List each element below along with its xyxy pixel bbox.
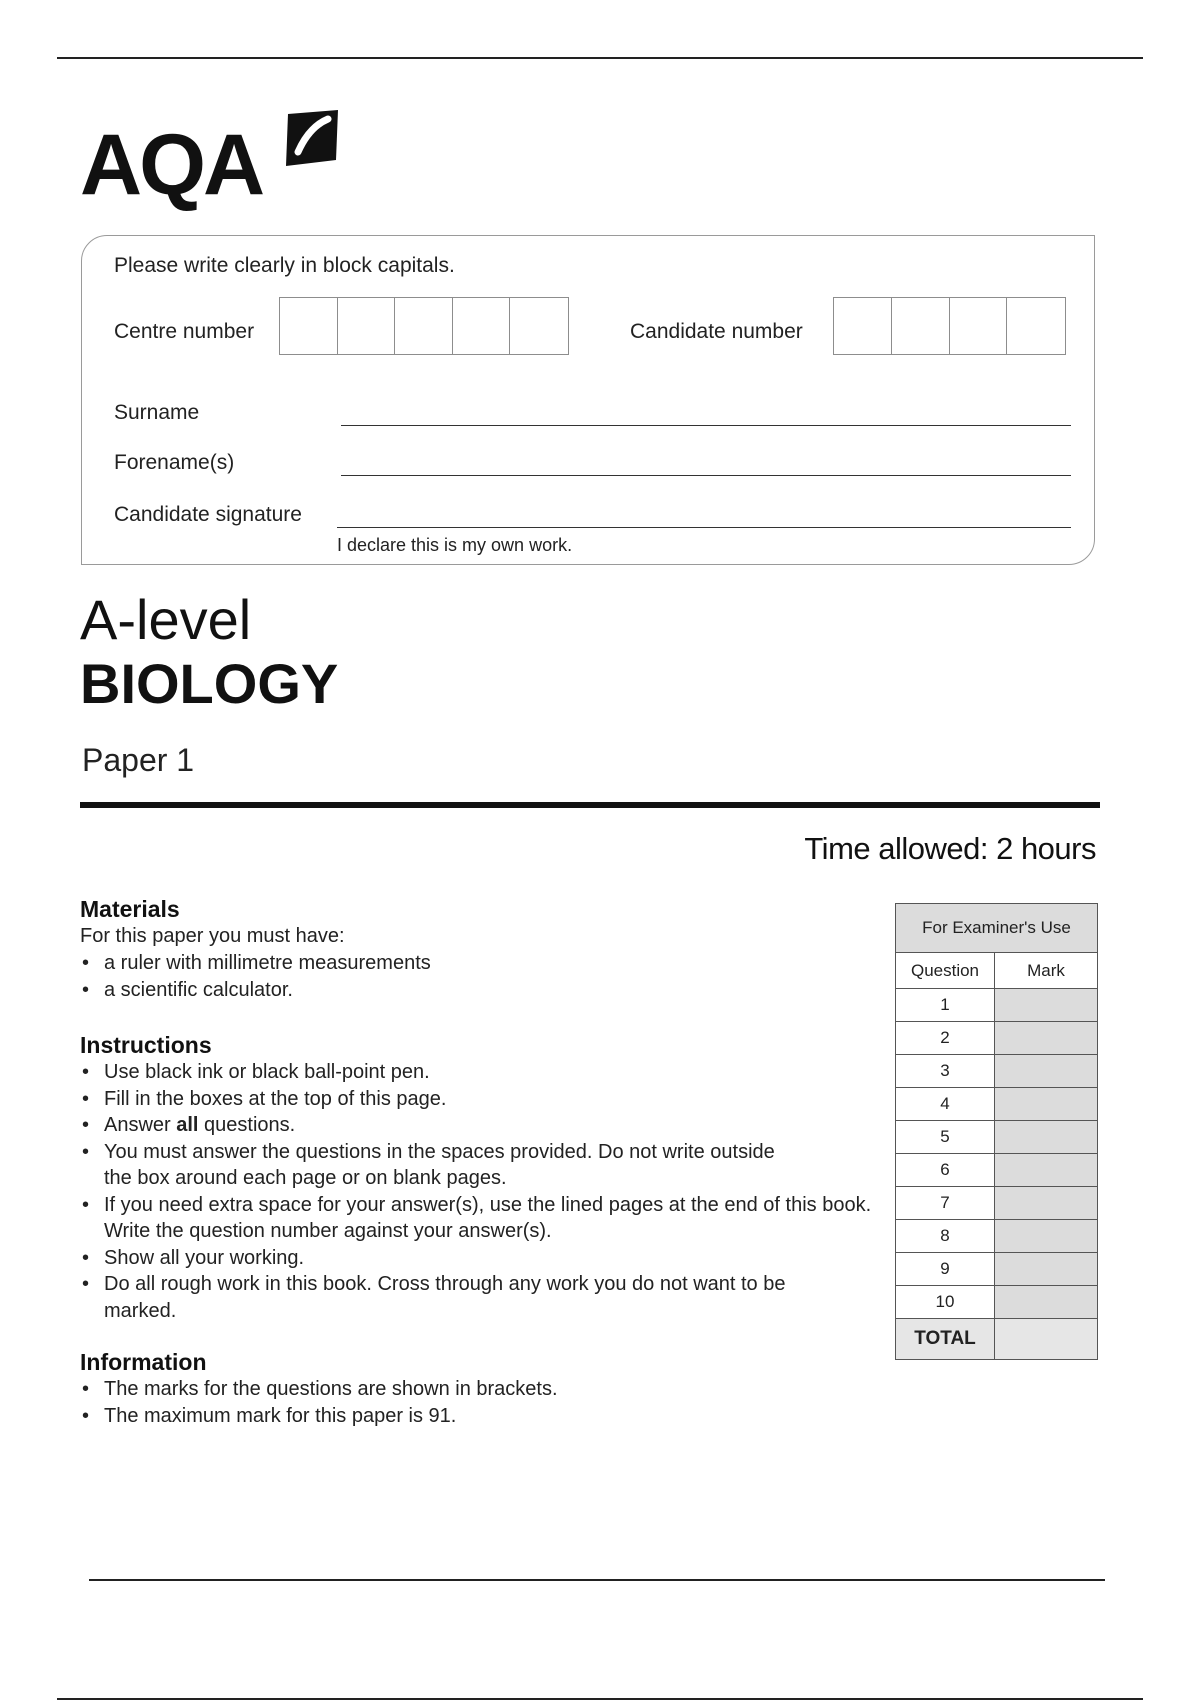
centre-digit-box[interactable] (395, 298, 453, 354)
question-number: 7 (896, 1187, 995, 1220)
mark-cell (995, 1088, 1098, 1121)
materials-item: • a scientific calculator. (80, 977, 840, 1004)
centre-number-label: Centre number (114, 320, 255, 343)
candidate-number-boxes[interactable] (833, 297, 1066, 355)
instruction-item: • Use black ink or black ball-point pen. (80, 1059, 850, 1086)
information-section (80, 1348, 840, 1429)
question-number: 5 (896, 1121, 995, 1154)
signature-line[interactable] (337, 527, 1071, 528)
centre-number-boxes[interactable] (279, 297, 569, 355)
instruction-item-answer-all (80, 1112, 850, 1139)
signature-label: Candidate signature (114, 503, 302, 526)
block-capitals-instruction: Please write clearly in block capitals. (114, 254, 455, 277)
answer-all-emphasis: all (176, 1114, 199, 1136)
mark-cell (995, 1253, 1098, 1286)
mark-column-header: Mark (995, 953, 1098, 989)
mark-cell (995, 1187, 1098, 1220)
instructions-heading: Instructions (80, 1032, 212, 1058)
declaration-text: I declare this is my own work. (337, 535, 573, 555)
aqa-logo (80, 108, 350, 213)
instruction-item: • Show all your working. (80, 1245, 850, 1272)
instructions-list (80, 1059, 872, 1324)
surname-label: Surname (114, 401, 200, 424)
question-number: 2 (896, 1022, 995, 1055)
centre-digit-box[interactable] (280, 298, 338, 354)
instruction-item: • You must answer the questions in the spaces provided. Do not write outside the box around each page or on blank pages. (80, 1139, 804, 1192)
centre-digit-box[interactable] (510, 298, 568, 354)
information-heading: Information (80, 1349, 207, 1375)
logo-mark-icon (282, 110, 342, 172)
question-number: 6 (896, 1154, 995, 1187)
qualification-level: A-level (80, 588, 252, 651)
materials-list (80, 950, 840, 1003)
question-number: 1 (896, 989, 995, 1022)
candidate-digit-box[interactable] (892, 298, 950, 354)
mark-cell (995, 1220, 1098, 1253)
information-item: • The marks for the questions are shown in brackets. (80, 1376, 840, 1403)
question-column-header: Question (896, 953, 995, 989)
mark-cell (995, 1022, 1098, 1055)
question-number: 4 (896, 1088, 995, 1121)
materials-item: • a ruler with millimetre measurements (80, 950, 840, 977)
mark-cell (995, 1055, 1098, 1088)
title-divider (80, 802, 1100, 808)
centre-digit-box[interactable] (453, 298, 511, 354)
time-allowed: Time allowed: 2 hours (804, 831, 1096, 866)
information-list (80, 1376, 840, 1429)
question-number: 8 (896, 1220, 995, 1253)
forename-label: Forename(s) (114, 451, 235, 474)
mark-cell (995, 989, 1098, 1022)
centre-digit-box[interactable] (338, 298, 396, 354)
paper-number: Paper 1 (82, 742, 195, 778)
materials-heading: Materials (80, 896, 180, 922)
examiner-table-title: For Examiner's Use (896, 904, 1098, 953)
forename-line[interactable] (341, 475, 1071, 476)
instruction-item: • Do all rough work in this book. Cross through any work you do not want to be marked. (80, 1271, 824, 1324)
total-mark-cell (995, 1319, 1098, 1360)
answer-all-suffix: questions. (198, 1114, 296, 1136)
question-number: 3 (896, 1055, 995, 1088)
candidate-digit-box[interactable] (950, 298, 1008, 354)
answer-all-prefix: Answer (104, 1114, 177, 1136)
mark-cell (995, 1121, 1098, 1154)
candidate-details-box (81, 235, 1095, 565)
instructions-section (80, 1031, 872, 1324)
materials-section (80, 895, 840, 1003)
materials-intro: For this paper you must have: (80, 925, 345, 947)
examiner-use-table (895, 903, 1098, 1360)
top-rule (57, 57, 1143, 59)
mark-cell (995, 1286, 1098, 1319)
candidate-digit-box[interactable] (834, 298, 892, 354)
instruction-item: • If you need extra space for your answer(s), use the lined pages at the end of this book. Write the question number against your answer(s). (80, 1192, 874, 1245)
logo-text: AQA (80, 117, 263, 213)
surname-line[interactable] (341, 425, 1071, 426)
footer-rule (89, 1579, 1105, 1581)
instruction-item: • Fill in the boxes at the top of this page. (80, 1086, 850, 1113)
mark-cell (995, 1154, 1098, 1187)
information-item: • The maximum mark for this paper is 91. (80, 1403, 840, 1430)
question-number: 10 (896, 1286, 995, 1319)
question-number: 9 (896, 1253, 995, 1286)
total-label: TOTAL (896, 1319, 995, 1360)
subject-title: BIOLOGY (80, 652, 339, 715)
candidate-number-label: Candidate number (630, 320, 803, 343)
candidate-digit-box[interactable] (1007, 298, 1065, 354)
